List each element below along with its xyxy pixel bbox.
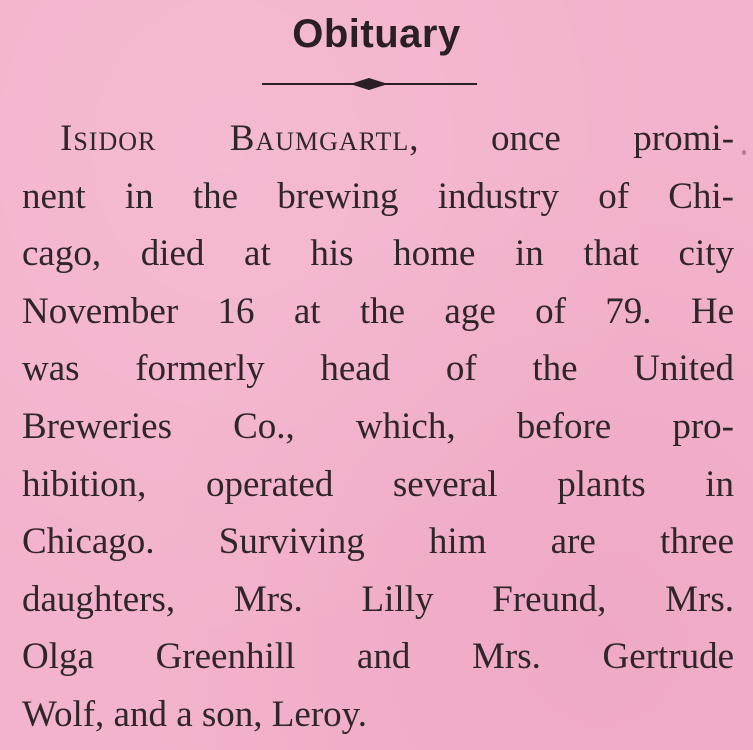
text-line-11: Wolf, and a son, Leroy. — [22, 693, 367, 735]
deceased-name: Isidor Baumgartl — [60, 118, 410, 159]
text-line-9: daughters, Mrs. Lilly Freund, Mrs. — [22, 578, 734, 620]
text-line-7: hibition, operated several plants in — [22, 463, 734, 505]
text-line-8: Chicago. Surviving him are three — [22, 521, 734, 563]
obituary-text — [22, 110, 734, 744]
text-line-5: was formerly head of the United — [22, 348, 734, 390]
text-line-2: nent in the brewing industry of Chi- — [22, 175, 734, 217]
text-line-1 — [22, 110, 734, 168]
text-line-1-rest: , once promi- — [409, 118, 735, 159]
paper-speck — [742, 150, 746, 155]
text-line-10: Olga Greenhill and Mrs. Gertrude — [22, 636, 734, 678]
text-line-6: Breweries Co., which, before pro- — [22, 405, 734, 447]
text-line-4: November 16 at the age of 79. He — [22, 290, 734, 332]
ornamental-divider — [262, 77, 477, 91]
text-line-3: cago, died at his home in that city — [22, 233, 734, 275]
obituary-heading: Obituary — [292, 12, 461, 56]
